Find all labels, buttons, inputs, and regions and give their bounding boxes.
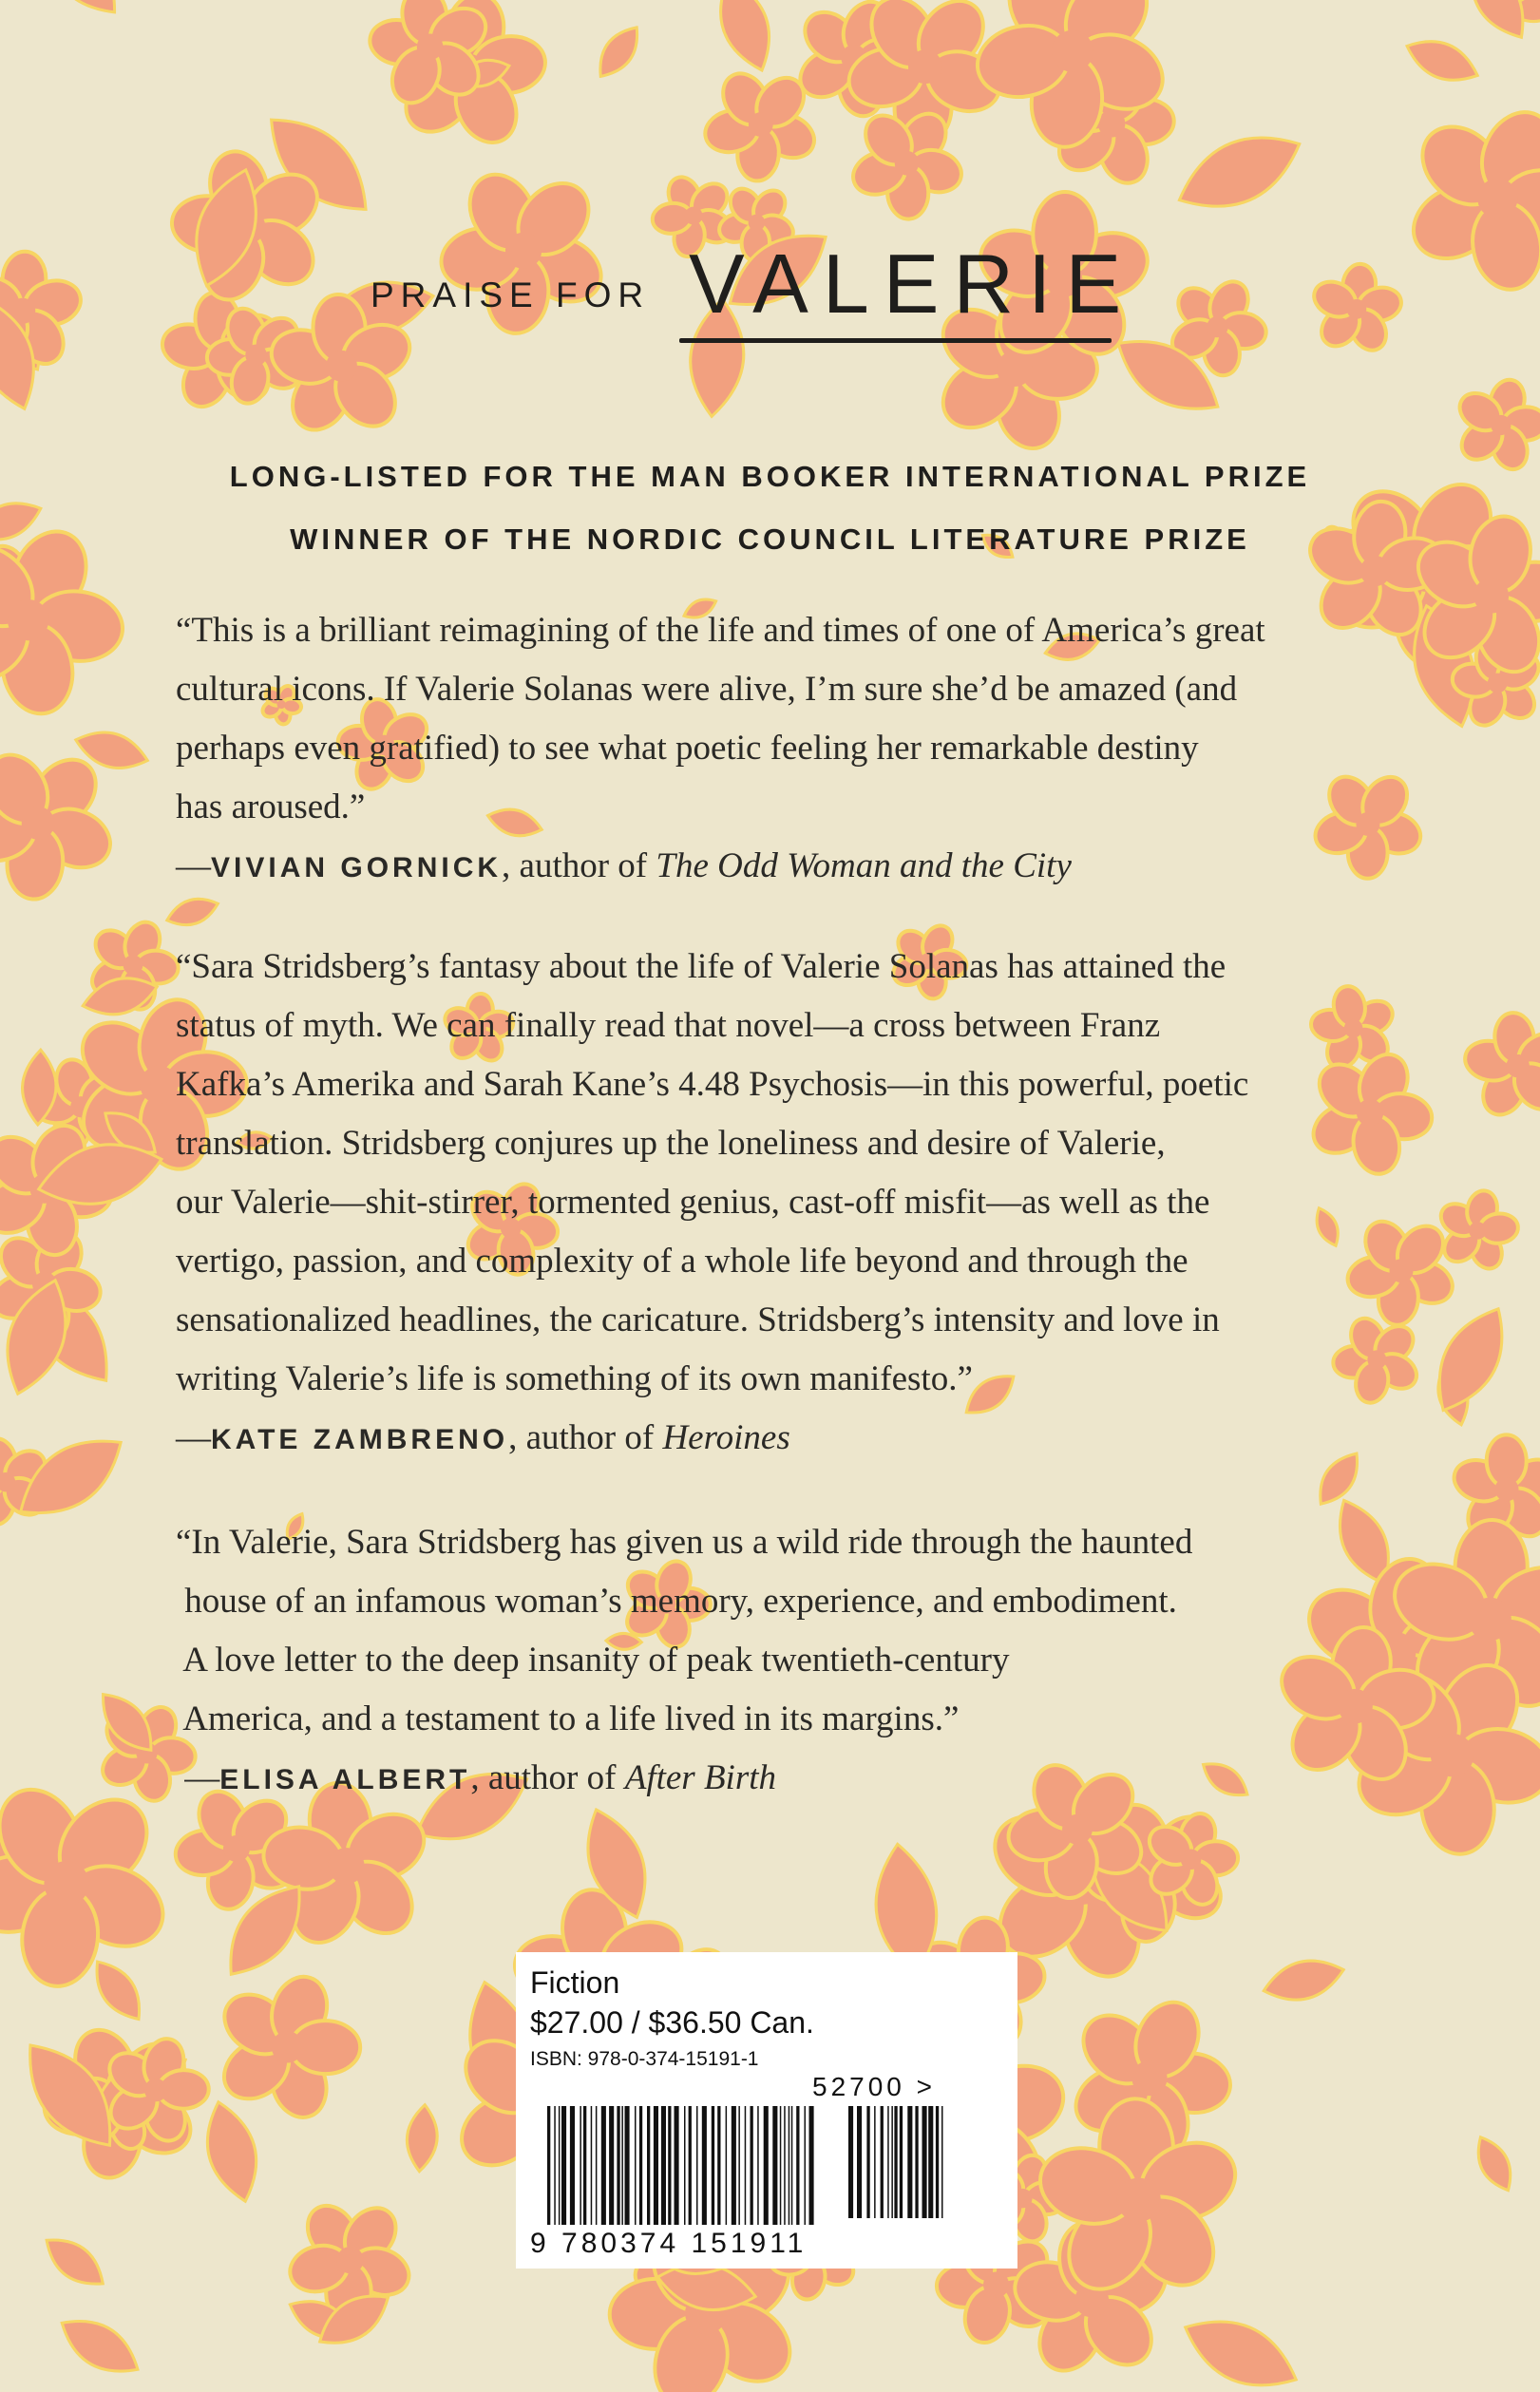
blurb-line: A love letter to the deep insanity of peak twentieth-century — [176, 1641, 1010, 1680]
barcode-bar — [848, 2106, 853, 2218]
blurb-line: vertigo, passion, and complexity of a whole life beyond and through the — [176, 1242, 1188, 1281]
barcode-bar — [617, 2106, 619, 2225]
barcode-bar — [583, 2106, 586, 2225]
barcode-bar — [696, 2106, 698, 2225]
barcode-bar — [580, 2106, 581, 2225]
barcode-bar — [745, 2106, 747, 2225]
blurb-line: “In Valerie, Sara Stridsberg has given us a wild ride through the haunted — [176, 1523, 1193, 1562]
barcode-bar — [601, 2106, 606, 2225]
barcode-bar — [780, 2106, 782, 2225]
barcode-bar — [928, 2106, 933, 2218]
barcode-bar — [764, 2106, 769, 2225]
barcode-bar — [635, 2106, 637, 2225]
barcode-bar — [900, 2106, 903, 2218]
barcode-bar — [922, 2106, 927, 2218]
blurb-line: status of myth. We can finally read that novel—a cross between Franz — [176, 1006, 1161, 1045]
barcode-bar — [689, 2106, 692, 2225]
barcode-bar — [772, 2106, 777, 2225]
barcode-bar — [609, 2106, 614, 2225]
isbn-label: ISBN: 978-0-374-15191-1 — [530, 2048, 759, 2070]
barcode-bar — [702, 2106, 707, 2225]
barcode-digits: 9 780374 151911 — [530, 2228, 808, 2259]
blurb-line: has aroused.” — [176, 788, 366, 826]
work-title: The Odd Woman and the City — [656, 846, 1072, 885]
barcode-bar — [639, 2106, 642, 2225]
barcode-bar — [732, 2106, 736, 2225]
blurb-line: Kafka’s Amerika and Sarah Kane’s 4.48 Psychosis—in this powerful, poetic — [176, 1065, 1249, 1104]
blurb-attribution — [176, 837, 1316, 898]
barcode-bar — [936, 2106, 939, 2218]
work-title: After Birth — [624, 1758, 777, 1797]
barcode-bar — [751, 2106, 753, 2225]
blurb-line: writing Valerie’s life is something of its own manifesto.” — [176, 1359, 973, 1398]
blurb-line: cultural icons. If Valerie Solanas were alive, I’m sure she’d be amazed (and — [176, 670, 1238, 709]
price-label: $27.00 / $36.50 Can. — [530, 2005, 814, 2040]
barcode-bar — [738, 2106, 740, 2225]
author-name: KATE ZAMBRENO — [211, 1424, 509, 1455]
author-name: ELISA ALBERT — [219, 1764, 471, 1795]
title-underline — [679, 338, 1112, 343]
barcode-bar — [559, 2106, 561, 2225]
barcode-bar — [891, 2106, 893, 2218]
blurb-albert — [176, 1513, 1316, 1810]
prize-winner: WINNER OF THE NORDIC COUNCIL LITERATURE PRIZE — [290, 522, 1250, 556]
blurb-line: sensationalized headlines, the caricature. Stridsberg’s intensity and love in — [176, 1300, 1220, 1339]
barcode-bar — [805, 2106, 807, 2225]
barcode-label — [516, 1952, 1017, 2269]
author-name: VIVIAN GORNICK — [211, 852, 503, 883]
barcode-bar — [915, 2106, 918, 2218]
blurb-attribution — [176, 1409, 1316, 1470]
barcode-bar — [684, 2106, 686, 2225]
barcode-bar — [791, 2106, 793, 2225]
barcode-bar — [907, 2106, 912, 2218]
barcode-bar — [809, 2106, 814, 2225]
barcode-bar — [596, 2106, 598, 2225]
barcode-bar — [712, 2106, 714, 2225]
blurb-line: house of an infamous woman’s memory, experience, and embodiment. — [176, 1582, 1177, 1621]
barcode-bar — [941, 2106, 943, 2218]
author-suffix: , author of — [470, 1758, 625, 1797]
blurb-gornick — [176, 601, 1316, 898]
praise-heading — [371, 228, 1226, 332]
blurb-attribution — [176, 1749, 1316, 1810]
barcode-bar — [561, 2106, 566, 2225]
category-label: Fiction — [530, 1965, 620, 2000]
praise-for-label: PRAISE FOR — [371, 275, 651, 314]
dash: — — [176, 846, 211, 885]
barcode-bar — [554, 2106, 556, 2225]
blurb-line: America, and a testament to a life lived in its margins.” — [176, 1699, 960, 1738]
barcode-bar — [570, 2106, 575, 2225]
barcode-bar — [887, 2106, 889, 2218]
blurb-line: our Valerie—shit-stirrer, tormented genius, cast-off misfit—as well as the — [176, 1183, 1210, 1222]
barcode-bar — [796, 2106, 799, 2225]
barcode-bar — [654, 2106, 658, 2225]
barcode-bar — [857, 2106, 862, 2218]
barcode-bar — [757, 2106, 759, 2225]
blurb-zambreno — [176, 938, 1316, 1470]
barcode-bar — [621, 2106, 623, 2225]
prize-longlist: LONG-LISTED FOR THE MAN BOOKER INTERNATIONAL PRIZE — [229, 460, 1311, 493]
blurb-line: perhaps even gratified) to see what poetic feeling her remarkable destiny — [176, 729, 1199, 768]
blurb-line: translation. Stridsberg conjures up the loneliness and desire of Valerie, — [176, 1124, 1166, 1163]
barcode-bar — [717, 2106, 720, 2225]
author-suffix: , author of — [508, 1418, 663, 1457]
barcode-bar — [647, 2106, 650, 2225]
work-title: Heroines — [662, 1418, 790, 1457]
blurb-line: “This is a brilliant reimagining of the life and times of one of America’s great — [176, 611, 1265, 650]
barcode-bar — [668, 2106, 671, 2225]
blurb-line: “Sara Stridsberg’s fantasy about the life of Valerie Solanas has attained the — [176, 947, 1226, 986]
price-code: 52700 > — [812, 2072, 936, 2101]
author-suffix: , author of — [502, 846, 656, 885]
barcode-bar — [661, 2106, 666, 2225]
barcode-bar — [675, 2106, 679, 2225]
dash: — — [176, 1758, 220, 1797]
barcode-bar — [881, 2106, 884, 2218]
book-title: VALERIE — [689, 237, 1136, 331]
barcode-bar — [874, 2106, 876, 2218]
barcode-bar — [789, 2106, 790, 2225]
barcode-bar — [547, 2106, 550, 2225]
barcode-bar — [866, 2106, 869, 2218]
barcode-bar — [784, 2106, 786, 2225]
barcode-bar — [726, 2106, 728, 2225]
barcode-bar — [894, 2106, 897, 2218]
barcode-bar — [625, 2106, 630, 2225]
barcode-bar — [591, 2106, 593, 2225]
dash: — — [176, 1418, 211, 1457]
